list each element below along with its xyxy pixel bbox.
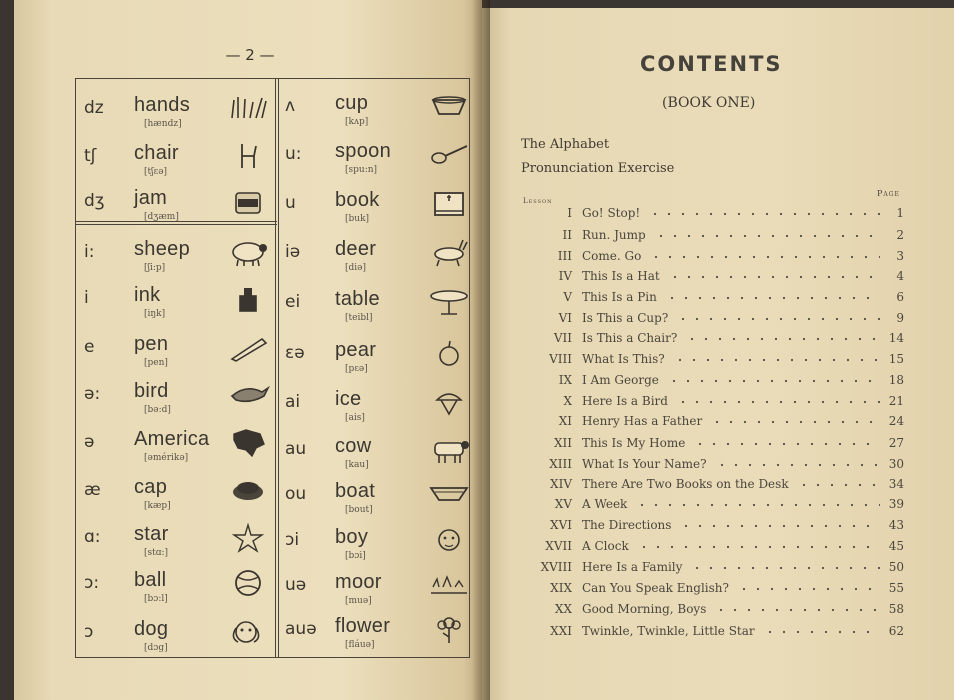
example-word: ice [335,388,362,410]
lesson-title: Go! Stop! [582,206,641,220]
lesson-page-number: 62 [888,624,904,638]
example-word: pen [134,333,169,355]
phonetic-symbol: u: [285,144,302,164]
phonetic-entry [285,282,471,326]
transcription: [dɔg] [144,643,168,653]
example-word: book [335,189,380,211]
lesson-title: This Is My Home [582,436,686,450]
phonetic-entry [84,232,270,276]
transcription: [pɛə] [345,364,368,374]
phonetic-entry [285,183,471,227]
lesson-number: II [562,228,572,242]
book-gutter [472,0,490,700]
example-word: bird [134,380,169,402]
lesson-number: XX [554,602,572,616]
phonetic-symbol: ə: [84,384,101,404]
lesson-page-number: 43 [888,518,904,532]
phonetic-entry [84,470,270,514]
transcription: [kæp] [144,501,171,511]
dot-leader [710,419,880,425]
transcription: [buk] [345,214,370,224]
lesson-title: Is This a Chair? [582,331,678,345]
front-matter-alphabet: The Alphabet [521,137,610,152]
transcription: [iŋk] [144,309,166,319]
phonetic-symbol: ai [285,392,301,412]
contents-title: CONTENTS [640,52,783,76]
lesson-row [510,249,910,269]
lesson-page-number: 50 [888,560,904,574]
lesson-page-number: 2 [896,228,904,242]
phonetic-symbol: i [84,288,89,308]
lesson-row [510,394,910,414]
page-column-header: Page [877,189,900,198]
transcription: [teibl] [345,313,373,323]
phonetic-symbol: ɔi [285,530,300,550]
lesson-row [510,477,910,497]
dot-leader [654,233,880,239]
lesson-page-number: 55 [888,581,904,595]
lesson-page-number: 39 [888,497,904,511]
phonetic-symbol: ə [84,432,95,452]
transcription: [dʒæm] [144,212,179,222]
transcription: [bɔi] [345,551,366,561]
phonetic-entry [84,422,270,466]
dot-leader [648,211,880,217]
transcription: [bə:d] [144,405,171,415]
phonetic-entry [285,565,471,609]
front-matter-pronunciation: Pronunciation Exercise [521,161,675,176]
lesson-title: Good Morning, Boys [582,602,707,616]
transcription: [ʃi:p] [144,263,166,273]
transcription: [hændz] [144,119,182,129]
phonetic-symbol: uə [285,575,307,595]
lesson-page-number: 15 [888,352,904,366]
lesson-page-number: 9 [896,311,904,325]
lesson-row [510,331,910,351]
phonetic-entry [285,232,471,276]
lesson-number: XXI [550,624,572,638]
dot-leader [676,316,880,322]
lesson-title: There Are Two Books on the Desk [582,477,789,491]
phonetic-symbol: ei [285,292,301,312]
dot-leader [685,336,880,342]
lesson-number: IV [558,269,572,283]
america-map-icon [226,426,270,458]
cap-icon [226,474,270,506]
transcription: [tʃɛə] [144,167,168,177]
lesson-number: XVI [550,518,572,532]
transcription: [pen] [144,358,168,368]
example-word: spoon [335,140,391,162]
lesson-title: This Is a Pin [582,290,657,304]
phonetic-symbol: ɔ [84,622,94,642]
lesson-number: VII [553,331,572,345]
lesson-row [510,624,910,644]
transcription: [muə] [345,596,372,606]
lesson-row [510,560,910,580]
example-word: boy [335,526,369,548]
lesson-title: A Week [582,497,628,511]
lesson-row [510,206,910,226]
lesson-row [510,539,910,559]
example-word: sheep [134,238,190,260]
dot-leader [679,523,880,529]
phonetic-symbol: auə [285,619,317,639]
lesson-title: What Is This? [582,352,665,366]
lesson-number: VI [558,311,572,325]
example-word: flower [335,615,391,637]
phonetic-entry [285,429,471,473]
jam-jar-icon [226,185,270,217]
example-word: chair [134,142,179,164]
transcription: [spu:n] [345,165,378,175]
lesson-title: Twinkle, Twinkle, Little Star [582,624,755,638]
phonetic-symbol: ɔ: [84,573,100,593]
lesson-row [510,457,910,477]
lesson-number: III [557,249,572,263]
example-word: star [134,523,169,545]
lesson-row [510,497,910,517]
example-word: hands [134,94,190,116]
phonetic-entry [285,333,471,377]
phonetic-entry [285,609,471,653]
lesson-number: XI [558,414,572,428]
lesson-page-number: 45 [888,539,904,553]
dot-leader [690,565,880,571]
phonetic-entry [84,612,270,656]
example-word: cup [335,92,369,114]
cow-icon [427,433,471,465]
transcription: [kau] [345,460,369,470]
dot-leader [667,378,880,384]
lesson-title: Here Is a Family [582,560,683,574]
transcription: [diə] [345,263,366,273]
lesson-title: Run. Jump [582,228,646,242]
example-word: dog [134,618,169,640]
ice-cream-icon [427,386,471,418]
phonetic-entry [285,474,471,518]
dot-leader [693,441,880,447]
cup-icon [427,90,471,122]
chair-icon [226,140,270,172]
lesson-row [510,228,910,248]
example-word: table [335,288,380,310]
phonetic-entry [84,278,270,322]
dog-icon [226,616,270,648]
lesson-page-number: 6 [896,290,904,304]
lesson-title: A Clock [582,539,629,553]
phonetic-symbol: e [84,337,95,357]
phonetic-entry [84,88,270,132]
transcription: [kʌp] [345,117,369,127]
lesson-title: Is This a Cup? [582,311,669,325]
lesson-title: I Am George [582,373,659,387]
lesson-number: X [563,394,572,408]
lesson-row [510,290,910,310]
example-word: ink [134,284,161,306]
example-word: jam [134,187,168,209]
phonetic-symbol: dz [84,98,104,118]
example-word: boat [335,480,376,502]
hands-icon [226,92,270,124]
phonetic-symbol: iə [285,242,301,262]
phonetic-entry [285,86,471,130]
lesson-title: Henry Has a Father [582,414,703,428]
boat-icon [427,478,471,510]
lesson-row [510,518,910,538]
transcription: [ais] [345,413,365,423]
phonetic-entry [84,517,270,561]
contents-subtitle: (BOOK ONE) [662,95,756,111]
lesson-row [510,602,910,622]
lesson-title: What Is Your Name? [582,457,707,471]
example-word: moor [335,571,382,593]
lesson-row [510,581,910,601]
column-divider [275,79,279,657]
phonetic-symbol: au [285,439,307,459]
example-word: pear [335,339,377,361]
lesson-page-number: 21 [888,394,904,408]
phonetic-symbol: i: [84,242,95,262]
lesson-number: I [567,206,572,220]
sheep-icon [226,236,270,268]
lesson-column-header: Lesson [523,197,553,205]
lesson-number: XVIII [540,560,572,574]
star-icon [226,521,270,553]
example-word: deer [335,238,377,260]
lesson-page-number: 4 [896,269,904,283]
table-icon [427,286,471,318]
dot-leader [763,629,880,635]
lesson-page-number: 30 [888,457,904,471]
lesson-page-number: 3 [896,249,904,263]
lesson-page-number: 34 [888,477,904,491]
flower-icon [427,613,471,645]
ink-bottle-icon [226,282,270,314]
lesson-title: Here Is a Bird [582,394,668,408]
lesson-row [510,414,910,434]
dot-leader [673,357,880,363]
lesson-number: XIX [550,581,572,595]
phonetic-symbol: tʃ [84,146,97,166]
phonetic-entry [84,136,270,180]
transcription: [bɔ:l] [144,594,168,604]
phonetic-entry [285,520,471,564]
ball-icon [226,567,270,599]
phonetic-entry [84,327,270,371]
book-icon [427,187,471,219]
lesson-number: XV [554,497,572,511]
lesson-row [510,436,910,456]
phonetic-symbol: ɛə [285,343,305,363]
dot-leader [649,254,880,260]
lesson-number: VIII [549,352,572,366]
boy-face-icon [427,524,471,556]
dot-leader [715,462,880,468]
phonetic-symbol: u [285,193,296,213]
pen-icon [226,331,270,363]
example-word: America [134,428,210,450]
dot-leader [665,295,880,301]
phonetic-entry [285,134,471,178]
lesson-page-number: 27 [888,436,904,450]
transcription: [stɑ:] [144,548,169,558]
lesson-number: V [563,290,572,304]
dot-leader [637,544,880,550]
example-word: cap [134,476,168,498]
transcription: [əmérikə] [144,453,189,463]
lesson-number: XII [553,436,572,450]
lesson-title: Come. Go [582,249,642,263]
phonetic-symbol: æ [84,480,101,500]
dot-leader [737,586,880,592]
dot-leader [797,482,880,488]
lesson-number: XIV [550,477,572,491]
pear-icon [427,337,471,369]
page-number: — 2 — [225,46,275,64]
lesson-title: Can You Speak English? [582,581,729,595]
lesson-title: This Is a Hat [582,269,660,283]
phonetic-entry [84,563,270,607]
dot-leader [714,607,880,613]
transcription: [fláuə] [345,640,375,650]
lesson-row [510,352,910,372]
dot-leader [668,274,880,280]
dot-leader [635,502,880,508]
lesson-number: XVII [545,539,572,553]
lesson-number: IX [558,373,572,387]
moor-icon [427,569,471,601]
phonetic-entry [84,374,270,418]
lesson-page-number: 1 [896,206,904,220]
example-word: cow [335,435,372,457]
lesson-page-number: 24 [888,414,904,428]
phonetic-symbol: ou [285,484,307,504]
phonetic-symbol: ʌ [285,96,296,116]
spoon-icon [427,138,471,170]
phonetic-symbol: ɑ: [84,527,101,547]
deer-icon [427,236,471,268]
lesson-row [510,311,910,331]
lesson-page-number: 58 [888,602,904,616]
example-word: ball [134,569,167,591]
phonetic-symbol: dʒ [84,191,105,211]
transcription: [bout] [345,505,373,515]
lesson-row [510,269,910,289]
lesson-page-number: 18 [888,373,904,387]
lesson-number: XIII [549,457,572,471]
bird-icon [226,378,270,410]
phonetic-entry [84,181,270,225]
lesson-page-number: 14 [888,331,904,345]
lesson-row [510,373,910,393]
dot-leader [676,399,880,405]
phonetic-entry [285,382,471,426]
lesson-title: The Directions [582,518,672,532]
